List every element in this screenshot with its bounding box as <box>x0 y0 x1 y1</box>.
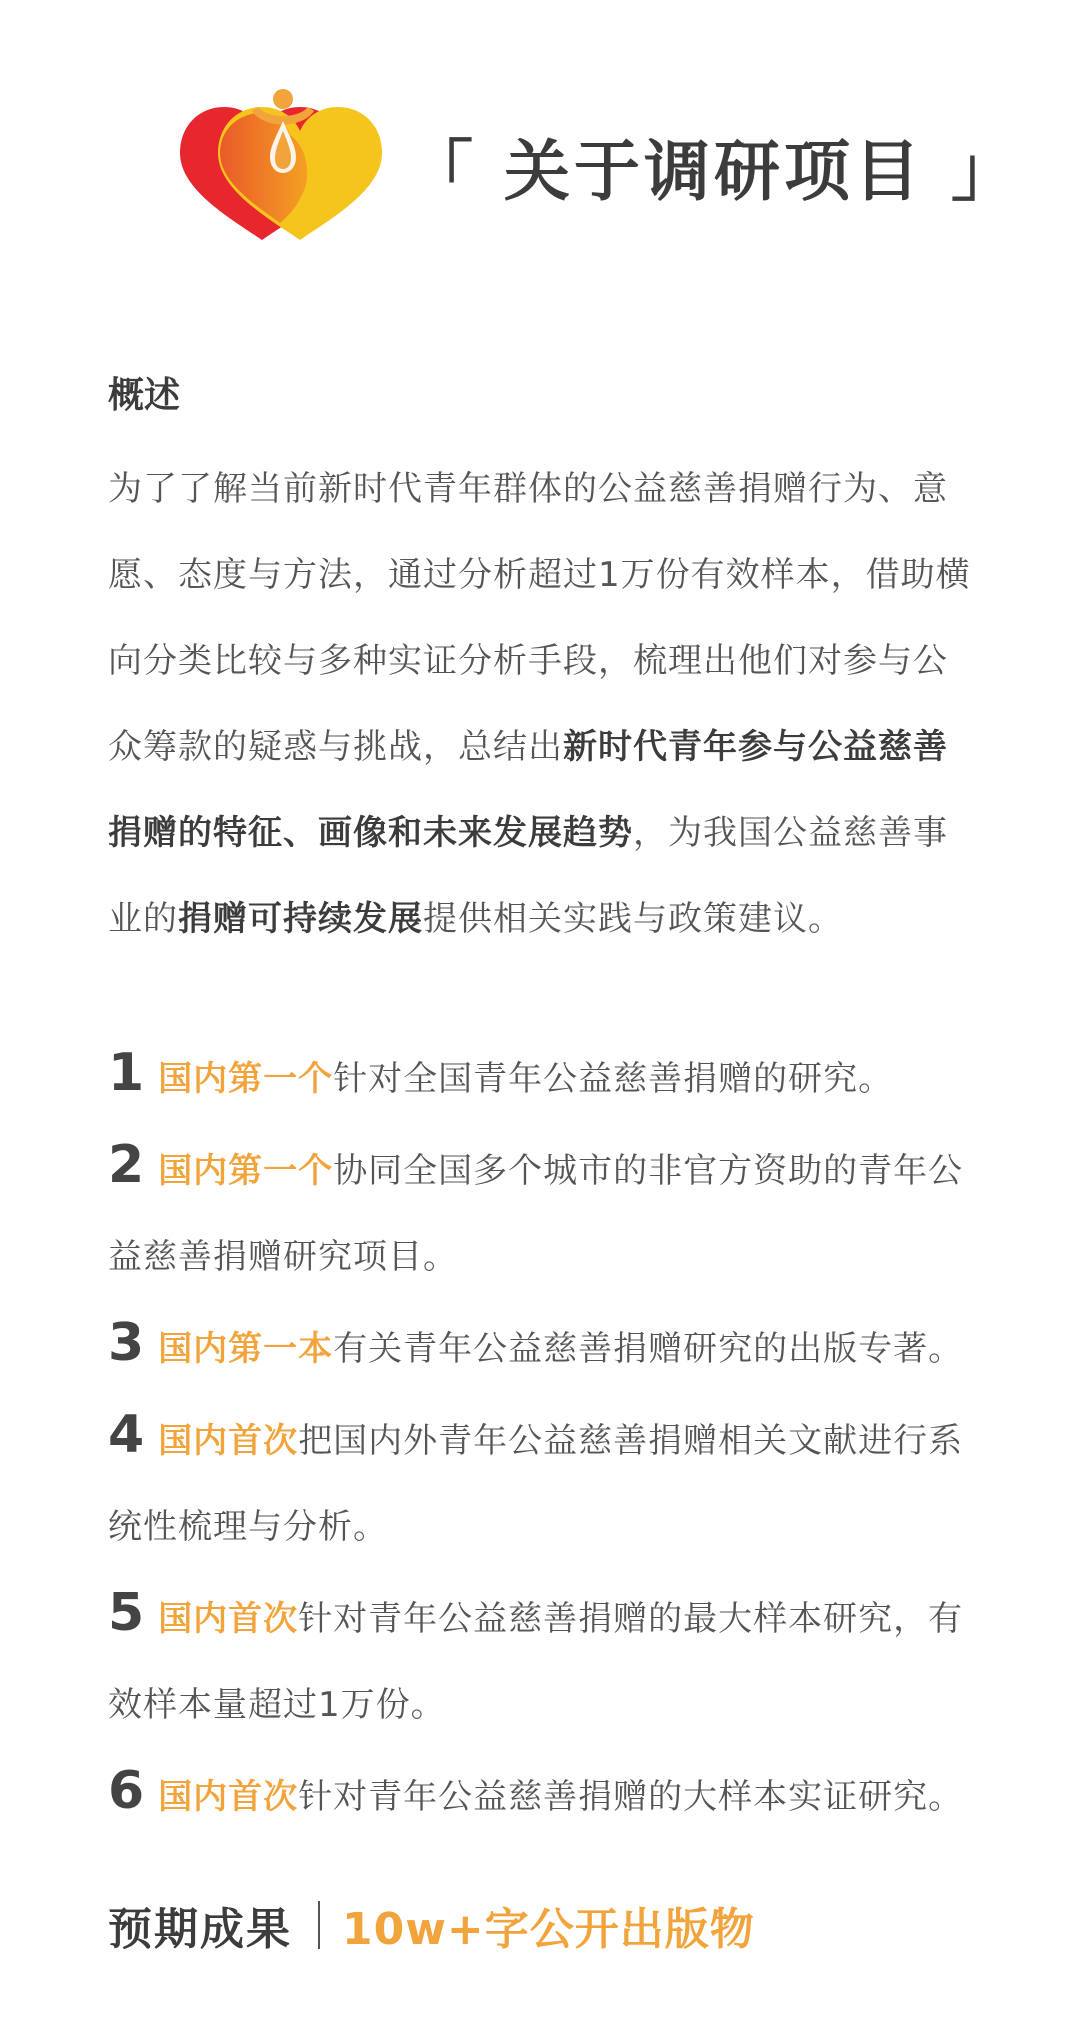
overview-emphasis: 新时代青年参与公益慈善捐赠的特征、画像和未来发展趋势 <box>108 727 948 853</box>
overview-text: ，为我国公益慈善事业的 <box>108 813 948 939</box>
point-text: 协同全国多个城市的非官方资助的青年公益慈善捐赠研究项目。 <box>108 1151 964 1277</box>
outcome-value: 10w+字公开出版物 <box>342 1904 755 1955</box>
point-highlight: 国内第一个 <box>158 1059 334 1099</box>
expected-outcome <box>108 1890 978 1960</box>
point-number: 4 <box>108 1405 145 1465</box>
point-number: 2 <box>108 1135 145 1195</box>
list-item <box>108 1030 978 1122</box>
point-number: 6 <box>108 1761 145 1821</box>
point-highlight: 国内首次 <box>158 1599 299 1639</box>
outcome-divider <box>318 1901 320 1949</box>
person-head-icon <box>273 89 293 109</box>
charity-hearts-logo <box>180 85 385 245</box>
overview-text: 为了了解当前新时代青年群体的公益慈善捐赠行为、意愿、态度与方法，通过分析超过1万份有效样本，借助横向分类比较与多种实证分析手段，梳理出他们对参与公众筹款的疑惑与挑战，总结出 <box>108 469 971 767</box>
point-text: 针对青年公益慈善捐赠的最大样本研究，有效样本量超过1万份。 <box>108 1599 964 1725</box>
page-title: 「 关于调研项目 」 <box>407 132 1021 210</box>
overview-paragraph <box>108 446 978 962</box>
point-number: 1 <box>108 1043 145 1103</box>
point-highlight: 国内首次 <box>158 1421 299 1461</box>
point-text: 把国内外青年公益慈善捐赠相关文献进行系统性梳理与分析。 <box>108 1421 964 1547</box>
point-text: 针对青年公益慈善捐赠的大样本实证研究。 <box>298 1777 964 1817</box>
point-highlight: 国内首次 <box>158 1777 299 1817</box>
point-highlight: 国内第一本 <box>158 1329 334 1369</box>
list-item <box>108 1300 978 1392</box>
list-item <box>108 1748 978 1840</box>
header <box>180 85 1021 245</box>
point-text: 有关青年公益慈善捐赠研究的出版专著。 <box>333 1329 964 1369</box>
overview-text: 提供相关实践与政策建议。 <box>423 899 843 939</box>
list-item <box>108 1392 978 1570</box>
list-item <box>108 1122 978 1300</box>
point-text: 针对全国青年公益慈善捐赠的研究。 <box>333 1059 894 1099</box>
list-item <box>108 1570 978 1748</box>
point-number: 5 <box>108 1583 145 1643</box>
outcome-label: 预期成果 <box>108 1904 292 1955</box>
highlights-list <box>108 1030 978 1840</box>
overview-emphasis: 捐赠可持续发展 <box>178 899 423 939</box>
point-number: 3 <box>108 1313 145 1373</box>
point-highlight: 国内第一个 <box>158 1151 334 1191</box>
overview-heading: 概述 <box>108 375 181 416</box>
